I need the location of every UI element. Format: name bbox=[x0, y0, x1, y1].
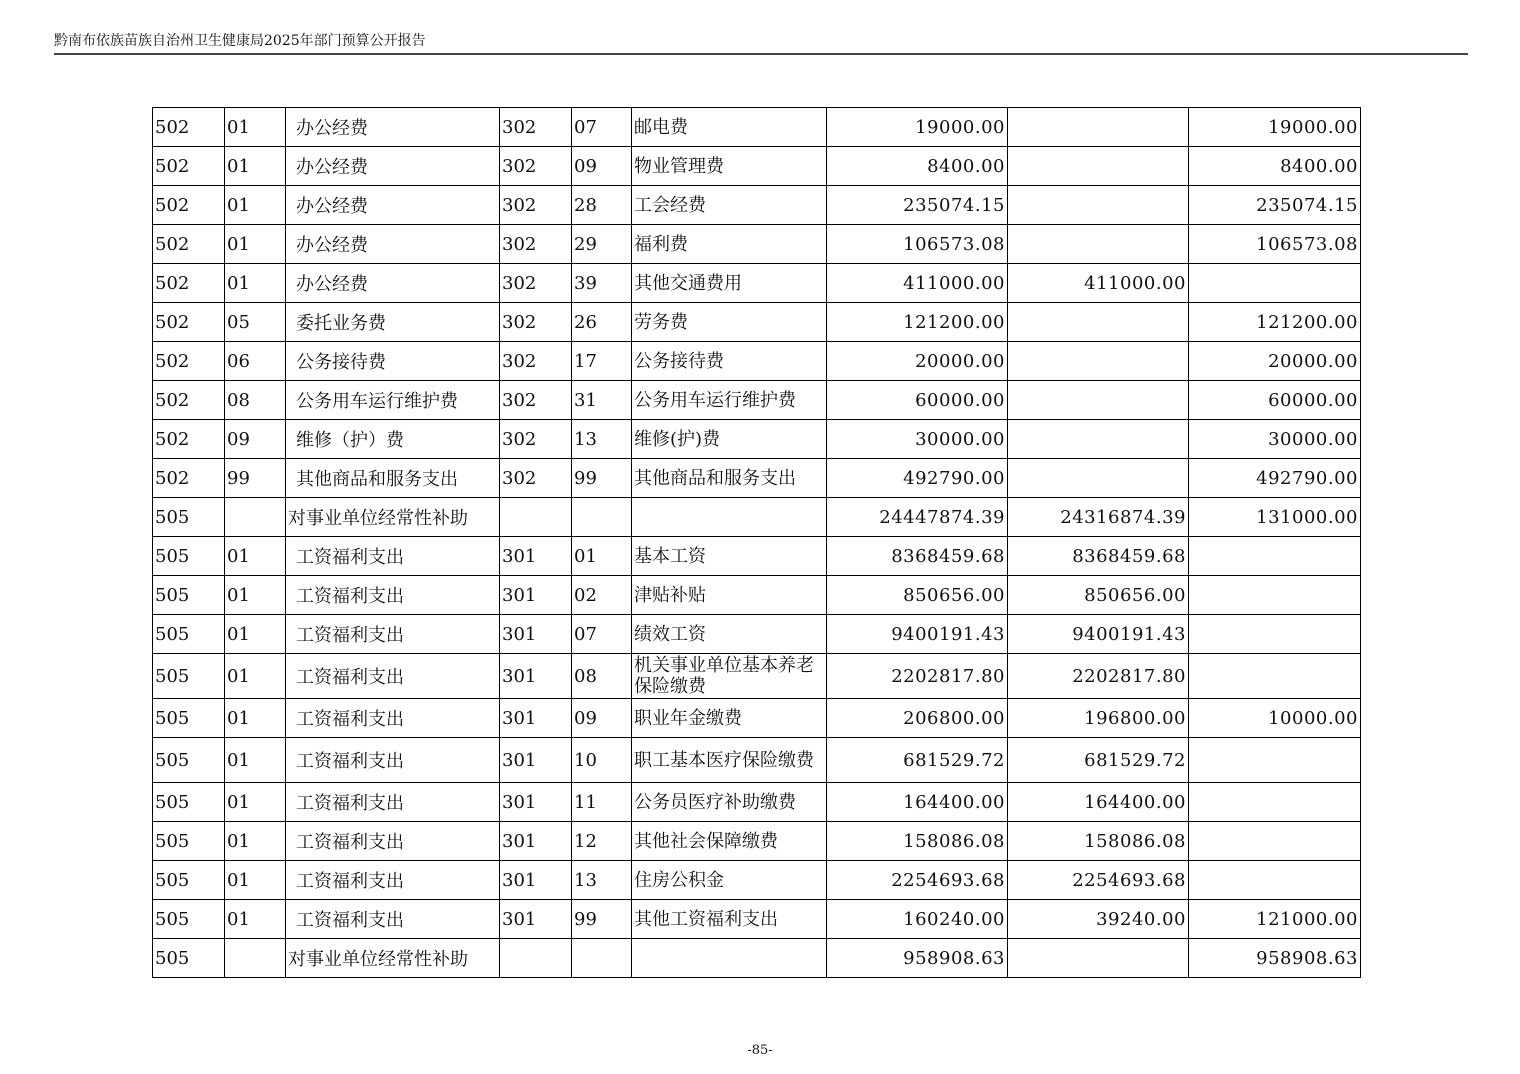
function-name-cell: 工资福利支出 bbox=[286, 699, 500, 738]
table-row bbox=[153, 225, 1361, 264]
econ-item-code-cell: 02 bbox=[572, 576, 632, 615]
public-amount-cell: 131000.00 bbox=[1189, 498, 1361, 537]
econ-class-code-cell: 302 bbox=[500, 186, 572, 225]
item-code-cell bbox=[225, 939, 286, 978]
econ-item-code-cell: 39 bbox=[572, 264, 632, 303]
function-name-cell: 公务接待费 bbox=[286, 342, 500, 381]
personnel-amount-cell bbox=[1008, 108, 1189, 147]
item-code-cell: 01 bbox=[225, 783, 286, 822]
econ-item-code-cell: 11 bbox=[572, 783, 632, 822]
econ-item-code-cell: 10 bbox=[572, 738, 632, 783]
econ-name-cell: 住房公积金 bbox=[632, 861, 827, 900]
class-code-cell: 505 bbox=[153, 738, 225, 783]
class-code-cell: 502 bbox=[153, 147, 225, 186]
econ-item-code-cell: 29 bbox=[572, 225, 632, 264]
total-amount-cell: 206800.00 bbox=[827, 699, 1008, 738]
econ-name-cell: 职工基本医疗保险缴费 bbox=[632, 738, 827, 783]
function-name-cell: 办公经费 bbox=[286, 225, 500, 264]
econ-name-cell: 公务接待费 bbox=[632, 342, 827, 381]
public-amount-cell bbox=[1189, 537, 1361, 576]
personnel-amount-cell: 9400191.43 bbox=[1008, 615, 1189, 654]
personnel-amount-cell: 850656.00 bbox=[1008, 576, 1189, 615]
class-code-cell: 505 bbox=[153, 498, 225, 537]
class-code-cell: 502 bbox=[153, 420, 225, 459]
econ-item-code-cell: 13 bbox=[572, 420, 632, 459]
function-name-cell: 办公经费 bbox=[286, 264, 500, 303]
class-code-cell: 505 bbox=[153, 654, 225, 699]
function-name-cell: 对事业单位经常性补助 bbox=[286, 498, 500, 537]
personnel-amount-cell: 39240.00 bbox=[1008, 900, 1189, 939]
personnel-amount-cell bbox=[1008, 186, 1189, 225]
function-name-cell: 工资福利支出 bbox=[286, 783, 500, 822]
econ-name-cell: 劳务费 bbox=[632, 303, 827, 342]
total-amount-cell: 8400.00 bbox=[827, 147, 1008, 186]
total-amount-cell: 411000.00 bbox=[827, 264, 1008, 303]
personnel-amount-cell bbox=[1008, 381, 1189, 420]
personnel-amount-cell: 2202817.80 bbox=[1008, 654, 1189, 699]
class-code-cell: 505 bbox=[153, 783, 225, 822]
budget-table bbox=[152, 107, 1361, 978]
econ-class-code-cell: 301 bbox=[500, 537, 572, 576]
total-amount-cell: 164400.00 bbox=[827, 783, 1008, 822]
function-name-cell: 工资福利支出 bbox=[286, 861, 500, 900]
item-code-cell: 05 bbox=[225, 303, 286, 342]
econ-item-code-cell: 17 bbox=[572, 342, 632, 381]
class-code-cell: 505 bbox=[153, 900, 225, 939]
econ-class-code-cell: 301 bbox=[500, 654, 572, 699]
total-amount-cell: 850656.00 bbox=[827, 576, 1008, 615]
econ-class-code-cell: 302 bbox=[500, 459, 572, 498]
econ-name-cell: 津贴补贴 bbox=[632, 576, 827, 615]
class-code-cell: 502 bbox=[153, 225, 225, 264]
personnel-amount-cell bbox=[1008, 420, 1189, 459]
total-amount-cell: 681529.72 bbox=[827, 738, 1008, 783]
item-code-cell: 01 bbox=[225, 822, 286, 861]
item-code-cell: 01 bbox=[225, 108, 286, 147]
class-code-cell: 502 bbox=[153, 186, 225, 225]
table-row bbox=[153, 303, 1361, 342]
item-code-cell: 01 bbox=[225, 186, 286, 225]
econ-item-code-cell: 09 bbox=[572, 699, 632, 738]
total-amount-cell: 2202817.80 bbox=[827, 654, 1008, 699]
econ-class-code-cell: 302 bbox=[500, 225, 572, 264]
econ-class-code-cell: 302 bbox=[500, 147, 572, 186]
public-amount-cell bbox=[1189, 861, 1361, 900]
page-number: -85- bbox=[747, 1043, 773, 1058]
econ-name-cell: 物业管理费 bbox=[632, 147, 827, 186]
table-row bbox=[153, 615, 1361, 654]
item-code-cell: 01 bbox=[225, 225, 286, 264]
econ-class-code-cell: 302 bbox=[500, 264, 572, 303]
econ-name-cell bbox=[632, 939, 827, 978]
total-amount-cell: 19000.00 bbox=[827, 108, 1008, 147]
class-code-cell: 505 bbox=[153, 939, 225, 978]
econ-class-code-cell: 301 bbox=[500, 699, 572, 738]
personnel-amount-cell: 164400.00 bbox=[1008, 783, 1189, 822]
table-row bbox=[153, 900, 1361, 939]
table-row bbox=[153, 861, 1361, 900]
personnel-amount-cell: 411000.00 bbox=[1008, 264, 1189, 303]
item-code-cell: 01 bbox=[225, 861, 286, 900]
total-amount-cell: 8368459.68 bbox=[827, 537, 1008, 576]
econ-class-code-cell: 301 bbox=[500, 738, 572, 783]
item-code-cell: 99 bbox=[225, 459, 286, 498]
econ-name-cell: 公务员医疗补助缴费 bbox=[632, 783, 827, 822]
econ-class-code-cell: 301 bbox=[500, 900, 572, 939]
table-row bbox=[153, 108, 1361, 147]
personnel-amount-cell bbox=[1008, 147, 1189, 186]
econ-name-cell: 职业年金缴费 bbox=[632, 699, 827, 738]
total-amount-cell: 158086.08 bbox=[827, 822, 1008, 861]
econ-item-code-cell: 26 bbox=[572, 303, 632, 342]
table-row bbox=[153, 783, 1361, 822]
econ-item-code-cell bbox=[572, 498, 632, 537]
public-amount-cell: 121200.00 bbox=[1189, 303, 1361, 342]
table-row bbox=[153, 147, 1361, 186]
econ-name-cell bbox=[632, 498, 827, 537]
item-code-cell: 01 bbox=[225, 264, 286, 303]
item-code-cell: 08 bbox=[225, 381, 286, 420]
personnel-amount-cell: 158086.08 bbox=[1008, 822, 1189, 861]
econ-name-cell: 工会经费 bbox=[632, 186, 827, 225]
total-amount-cell: 60000.00 bbox=[827, 381, 1008, 420]
total-amount-cell: 958908.63 bbox=[827, 939, 1008, 978]
item-code-cell: 06 bbox=[225, 342, 286, 381]
econ-name-cell: 机关事业单位基本养老保险缴费 bbox=[632, 654, 827, 699]
public-amount-cell: 235074.15 bbox=[1189, 186, 1361, 225]
econ-class-code-cell: 301 bbox=[500, 576, 572, 615]
econ-name-cell: 维修(护)费 bbox=[632, 420, 827, 459]
table-row bbox=[153, 576, 1361, 615]
table-row bbox=[153, 738, 1361, 783]
table-row bbox=[153, 822, 1361, 861]
econ-class-code-cell: 301 bbox=[500, 861, 572, 900]
public-amount-cell: 20000.00 bbox=[1189, 342, 1361, 381]
personnel-amount-cell bbox=[1008, 303, 1189, 342]
econ-item-code-cell: 01 bbox=[572, 537, 632, 576]
class-code-cell: 502 bbox=[153, 342, 225, 381]
econ-name-cell: 其他商品和服务支出 bbox=[632, 459, 827, 498]
personnel-amount-cell bbox=[1008, 225, 1189, 264]
total-amount-cell: 20000.00 bbox=[827, 342, 1008, 381]
public-amount-cell bbox=[1189, 738, 1361, 783]
total-amount-cell: 106573.08 bbox=[827, 225, 1008, 264]
item-code-cell: 01 bbox=[225, 147, 286, 186]
personnel-amount-cell: 8368459.68 bbox=[1008, 537, 1189, 576]
econ-name-cell: 基本工资 bbox=[632, 537, 827, 576]
table-row bbox=[153, 537, 1361, 576]
item-code-cell: 01 bbox=[225, 738, 286, 783]
econ-class-code-cell: 302 bbox=[500, 381, 572, 420]
econ-class-code-cell: 302 bbox=[500, 303, 572, 342]
class-code-cell: 505 bbox=[153, 576, 225, 615]
function-name-cell: 办公经费 bbox=[286, 186, 500, 225]
public-amount-cell bbox=[1189, 576, 1361, 615]
econ-item-code-cell: 07 bbox=[572, 108, 632, 147]
total-amount-cell: 2254693.68 bbox=[827, 861, 1008, 900]
total-amount-cell: 121200.00 bbox=[827, 303, 1008, 342]
public-amount-cell: 106573.08 bbox=[1189, 225, 1361, 264]
personnel-amount-cell: 196800.00 bbox=[1008, 699, 1189, 738]
public-amount-cell: 492790.00 bbox=[1189, 459, 1361, 498]
total-amount-cell: 235074.15 bbox=[827, 186, 1008, 225]
total-amount-cell: 9400191.43 bbox=[827, 615, 1008, 654]
function-name-cell: 工资福利支出 bbox=[286, 822, 500, 861]
function-name-cell: 其他商品和服务支出 bbox=[286, 459, 500, 498]
total-amount-cell: 492790.00 bbox=[827, 459, 1008, 498]
class-code-cell: 502 bbox=[153, 381, 225, 420]
public-amount-cell: 30000.00 bbox=[1189, 420, 1361, 459]
table-row bbox=[153, 381, 1361, 420]
econ-item-code-cell: 07 bbox=[572, 615, 632, 654]
econ-class-code-cell: 301 bbox=[500, 615, 572, 654]
public-amount-cell bbox=[1189, 615, 1361, 654]
report-title: 黔南布依族苗族自治州卫生健康局2025年部门预算公开报告 bbox=[54, 33, 426, 49]
table-row bbox=[153, 459, 1361, 498]
class-code-cell: 505 bbox=[153, 822, 225, 861]
econ-name-cell: 绩效工资 bbox=[632, 615, 827, 654]
item-code-cell: 09 bbox=[225, 420, 286, 459]
item-code-cell: 01 bbox=[225, 576, 286, 615]
budget-table-body bbox=[153, 108, 1361, 978]
item-code-cell: 01 bbox=[225, 654, 286, 699]
econ-class-code-cell bbox=[500, 939, 572, 978]
econ-item-code-cell: 31 bbox=[572, 381, 632, 420]
class-code-cell: 502 bbox=[153, 264, 225, 303]
total-amount-cell: 30000.00 bbox=[827, 420, 1008, 459]
class-code-cell: 502 bbox=[153, 303, 225, 342]
table-row bbox=[153, 420, 1361, 459]
function-name-cell: 工资福利支出 bbox=[286, 654, 500, 699]
item-code-cell: 01 bbox=[225, 699, 286, 738]
table-row bbox=[153, 498, 1361, 537]
table-row bbox=[153, 699, 1361, 738]
econ-name-cell: 其他社会保障缴费 bbox=[632, 822, 827, 861]
personnel-amount-cell bbox=[1008, 342, 1189, 381]
class-code-cell: 505 bbox=[153, 615, 225, 654]
function-name-cell: 办公经费 bbox=[286, 108, 500, 147]
econ-item-code-cell: 08 bbox=[572, 654, 632, 699]
table-row bbox=[153, 264, 1361, 303]
class-code-cell: 505 bbox=[153, 699, 225, 738]
public-amount-cell bbox=[1189, 783, 1361, 822]
econ-class-code-cell: 301 bbox=[500, 822, 572, 861]
class-code-cell: 505 bbox=[153, 537, 225, 576]
function-name-cell: 公务用车运行维护费 bbox=[286, 381, 500, 420]
econ-item-code-cell: 99 bbox=[572, 900, 632, 939]
header-divider bbox=[54, 53, 1468, 55]
total-amount-cell: 24447874.39 bbox=[827, 498, 1008, 537]
personnel-amount-cell: 24316874.39 bbox=[1008, 498, 1189, 537]
econ-item-code-cell: 99 bbox=[572, 459, 632, 498]
total-amount-cell: 160240.00 bbox=[827, 900, 1008, 939]
table-row bbox=[153, 654, 1361, 699]
econ-name-cell: 其他交通费用 bbox=[632, 264, 827, 303]
public-amount-cell: 10000.00 bbox=[1189, 699, 1361, 738]
personnel-amount-cell: 681529.72 bbox=[1008, 738, 1189, 783]
personnel-amount-cell bbox=[1008, 459, 1189, 498]
econ-class-code-cell bbox=[500, 498, 572, 537]
public-amount-cell: 19000.00 bbox=[1189, 108, 1361, 147]
econ-class-code-cell: 302 bbox=[500, 420, 572, 459]
econ-class-code-cell: 302 bbox=[500, 108, 572, 147]
public-amount-cell bbox=[1189, 264, 1361, 303]
function-name-cell: 委托业务费 bbox=[286, 303, 500, 342]
function-name-cell: 工资福利支出 bbox=[286, 738, 500, 783]
public-amount-cell: 958908.63 bbox=[1189, 939, 1361, 978]
personnel-amount-cell bbox=[1008, 939, 1189, 978]
function-name-cell: 工资福利支出 bbox=[286, 615, 500, 654]
function-name-cell: 工资福利支出 bbox=[286, 537, 500, 576]
function-name-cell: 工资福利支出 bbox=[286, 900, 500, 939]
function-name-cell: 维修（护）费 bbox=[286, 420, 500, 459]
class-code-cell: 502 bbox=[153, 108, 225, 147]
public-amount-cell: 121000.00 bbox=[1189, 900, 1361, 939]
personnel-amount-cell: 2254693.68 bbox=[1008, 861, 1189, 900]
class-code-cell: 502 bbox=[153, 459, 225, 498]
class-code-cell: 505 bbox=[153, 861, 225, 900]
item-code-cell: 01 bbox=[225, 900, 286, 939]
econ-item-code-cell: 13 bbox=[572, 861, 632, 900]
econ-name-cell: 福利费 bbox=[632, 225, 827, 264]
public-amount-cell: 8400.00 bbox=[1189, 147, 1361, 186]
function-name-cell: 工资福利支出 bbox=[286, 576, 500, 615]
public-amount-cell: 60000.00 bbox=[1189, 381, 1361, 420]
function-name-cell: 办公经费 bbox=[286, 147, 500, 186]
public-amount-cell bbox=[1189, 654, 1361, 699]
table-row bbox=[153, 939, 1361, 978]
econ-item-code-cell: 28 bbox=[572, 186, 632, 225]
econ-item-code-cell: 09 bbox=[572, 147, 632, 186]
item-code-cell: 01 bbox=[225, 615, 286, 654]
econ-item-code-cell bbox=[572, 939, 632, 978]
econ-name-cell: 其他工资福利支出 bbox=[632, 900, 827, 939]
econ-name-cell: 邮电费 bbox=[632, 108, 827, 147]
econ-class-code-cell: 302 bbox=[500, 342, 572, 381]
public-amount-cell bbox=[1189, 822, 1361, 861]
econ-name-cell: 公务用车运行维护费 bbox=[632, 381, 827, 420]
econ-item-code-cell: 12 bbox=[572, 822, 632, 861]
item-code-cell: 01 bbox=[225, 537, 286, 576]
table-row bbox=[153, 186, 1361, 225]
item-code-cell bbox=[225, 498, 286, 537]
econ-class-code-cell: 301 bbox=[500, 783, 572, 822]
table-row bbox=[153, 342, 1361, 381]
function-name-cell: 对事业单位经常性补助 bbox=[286, 939, 500, 978]
